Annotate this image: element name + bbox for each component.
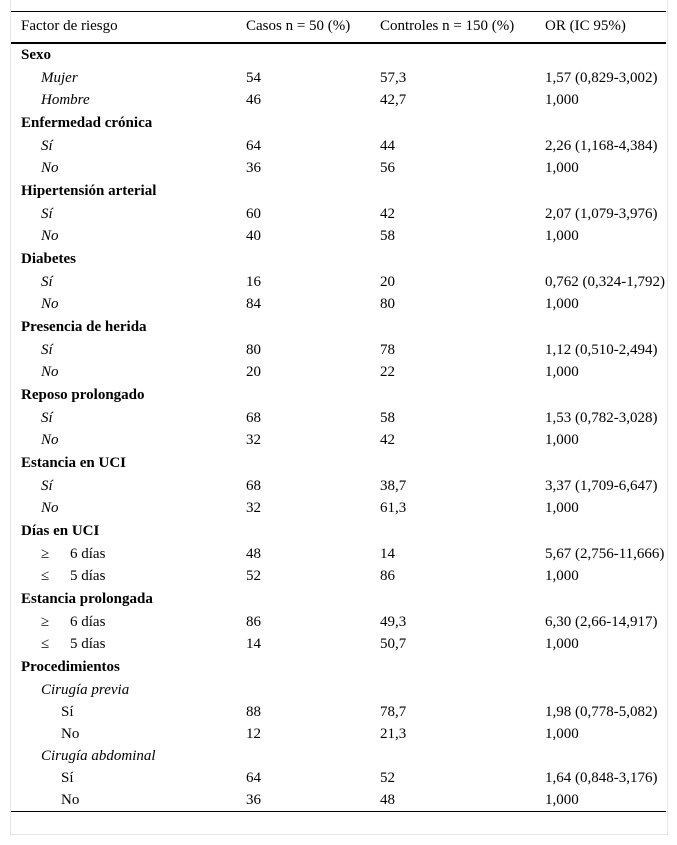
comparison-symbol: ≥ xyxy=(41,546,50,562)
controles-cell: 57,3 xyxy=(380,70,407,86)
row-label: Sí xyxy=(41,274,53,290)
group-row xyxy=(11,316,666,340)
casos-cell: 88 xyxy=(246,704,261,720)
controles-cell xyxy=(380,248,545,272)
controles-cell: 38,7 xyxy=(380,478,407,494)
group-label: Procedimientos xyxy=(21,659,120,675)
table-row xyxy=(11,136,666,158)
casos-cell xyxy=(246,112,380,136)
group-row xyxy=(11,112,666,136)
or-cell: 1,12 (0,510-2,494) xyxy=(545,342,658,358)
row-label: Sí xyxy=(41,206,53,222)
row-label: Cirugía abdominal xyxy=(41,748,156,764)
row-label: No xyxy=(11,790,246,812)
risk-factor-table xyxy=(11,11,666,812)
or-cell: 5,67 (2,756-11,666) xyxy=(545,546,665,562)
row-label: No xyxy=(41,296,59,312)
row-label: No xyxy=(41,432,59,448)
casos-cell: 68 xyxy=(246,478,261,494)
casos-cell xyxy=(246,588,380,612)
group-label: Reposo prolongado xyxy=(21,387,145,403)
or-cell: 1,000 xyxy=(545,160,579,176)
table-row xyxy=(11,612,666,634)
casos-cell xyxy=(246,180,380,204)
header-controles: Controles n = 150 (%) xyxy=(380,12,545,43)
casos-cell: 36 xyxy=(246,160,261,176)
controles-cell xyxy=(380,520,545,544)
casos-cell: 64 xyxy=(246,770,261,786)
table-row xyxy=(11,498,666,520)
group-row xyxy=(11,248,666,272)
casos-cell: 52 xyxy=(246,568,261,584)
or-cell: 1,000 xyxy=(545,92,579,108)
table-row xyxy=(11,204,666,226)
or-cell xyxy=(545,680,666,702)
or-cell: 1,000 xyxy=(545,568,579,584)
group-label: Enfermedad crónica xyxy=(21,115,153,131)
or-cell: 0,762 (0,324-1,792) xyxy=(545,274,665,290)
casos-cell: 12 xyxy=(246,726,261,742)
casos-cell xyxy=(246,384,380,408)
table-row xyxy=(11,634,666,656)
header-factor: Factor de riesgo xyxy=(11,12,246,43)
table-row xyxy=(11,226,666,248)
group-label: Diabetes xyxy=(21,251,76,267)
controles-cell: 14 xyxy=(380,546,395,562)
controles-cell: 20 xyxy=(380,274,395,290)
row-label: No xyxy=(41,228,59,244)
or-cell: 1,57 (0,829-3,002) xyxy=(545,70,658,86)
row-label: Cirugía previa xyxy=(41,682,130,698)
table-row xyxy=(11,544,666,566)
controles-cell: 48 xyxy=(380,790,545,812)
row-label: Sí xyxy=(41,342,53,358)
or-cell: 1,000 xyxy=(545,364,579,380)
row-label xyxy=(11,544,246,566)
row-label: Sí xyxy=(41,410,53,426)
controles-cell xyxy=(380,43,545,68)
row-label: No xyxy=(61,726,80,742)
comparison-symbol: ≤ xyxy=(41,568,50,584)
table-row xyxy=(11,294,666,316)
casos-cell: 20 xyxy=(246,364,261,380)
controles-cell xyxy=(380,746,545,768)
header-or: OR (IC 95%) xyxy=(545,12,666,43)
row-label xyxy=(11,566,246,588)
group-row xyxy=(11,656,666,680)
table-row xyxy=(11,408,666,430)
header-row xyxy=(11,12,666,43)
controles-cell: 49,3 xyxy=(380,614,407,630)
row-label xyxy=(11,634,246,656)
table-body xyxy=(11,43,666,812)
controles-cell: 42 xyxy=(380,206,395,222)
group-label: Hipertensión arterial xyxy=(21,183,157,199)
casos-cell: 60 xyxy=(246,206,261,222)
group-row xyxy=(11,180,666,204)
or-cell: 1,98 (0,778-5,082) xyxy=(545,704,658,720)
or-cell: 1,000 xyxy=(545,500,579,516)
table-row xyxy=(11,768,666,790)
casos-cell: 40 xyxy=(246,228,261,244)
or-cell xyxy=(545,746,666,768)
row-label: Sí xyxy=(61,704,74,720)
table-row xyxy=(11,476,666,498)
controles-cell xyxy=(380,656,545,680)
row-label-text: 5 días xyxy=(70,568,106,584)
or-cell: 1,53 (0,782-3,028) xyxy=(545,410,658,426)
controles-cell: 52 xyxy=(380,770,395,786)
controles-cell: 80 xyxy=(380,296,395,312)
or-cell xyxy=(545,656,666,680)
controles-cell: 78 xyxy=(380,342,395,358)
controles-cell: 50,7 xyxy=(380,636,407,652)
controles-cell xyxy=(380,316,545,340)
table-row xyxy=(11,340,666,362)
casos-cell: 32 xyxy=(246,500,261,516)
table-row xyxy=(11,272,666,294)
or-cell: 2,07 (1,079-3,976) xyxy=(545,206,658,222)
or-cell: 1,000 xyxy=(545,726,579,742)
or-cell xyxy=(545,248,666,272)
controles-cell: 44 xyxy=(380,138,395,154)
or-cell xyxy=(545,384,666,408)
or-cell: 1,000 xyxy=(545,636,579,652)
table-row xyxy=(11,566,666,588)
table-row xyxy=(11,790,666,812)
table-row xyxy=(11,362,666,384)
casos-cell: 68 xyxy=(246,410,261,426)
or-cell xyxy=(545,588,666,612)
row-label: No xyxy=(41,500,59,516)
casos-cell: 14 xyxy=(246,636,261,652)
casos-cell xyxy=(246,248,380,272)
group-row xyxy=(11,588,666,612)
controles-cell: 22 xyxy=(380,364,395,380)
row-label: Sí xyxy=(41,478,53,494)
controles-cell: 58 xyxy=(380,410,395,426)
group-row xyxy=(11,43,666,68)
casos-cell xyxy=(246,520,380,544)
or-cell: 3,37 (1,709-6,647) xyxy=(545,478,658,494)
or-cell xyxy=(545,180,666,204)
or-cell xyxy=(545,112,666,136)
controles-cell: 42 xyxy=(380,432,395,448)
row-label: Sí xyxy=(61,770,74,786)
casos-cell xyxy=(246,452,380,476)
group-label: Presencia de herida xyxy=(21,319,147,335)
or-cell xyxy=(545,43,666,68)
casos-cell: 86 xyxy=(246,614,261,630)
or-cell xyxy=(545,316,666,340)
row-label-text: 6 días xyxy=(70,546,106,562)
group-row xyxy=(11,452,666,476)
row-label: No xyxy=(41,160,59,176)
row-label xyxy=(11,612,246,634)
group-row xyxy=(11,384,666,408)
casos-cell: 84 xyxy=(246,296,261,312)
controles-cell: 61,3 xyxy=(380,500,407,516)
casos-cell: 32 xyxy=(246,432,261,448)
casos-cell xyxy=(246,316,380,340)
header-casos: Casos n = 50 (%) xyxy=(246,12,380,43)
group-label: Estancia en UCI xyxy=(21,455,127,471)
row-label: No xyxy=(41,364,59,380)
group-label: Sexo xyxy=(21,47,51,63)
comparison-symbol: ≥ xyxy=(41,614,50,630)
controles-cell xyxy=(380,112,545,136)
table-row xyxy=(11,158,666,180)
table-row xyxy=(11,702,666,724)
or-cell: 1,64 (0,848-3,176) xyxy=(545,770,658,786)
casos-cell xyxy=(246,43,380,68)
controles-cell xyxy=(380,588,545,612)
or-cell: 1,000 xyxy=(545,790,666,812)
controles-cell: 42,7 xyxy=(380,92,407,108)
or-cell xyxy=(545,520,666,544)
or-cell: 1,000 xyxy=(545,296,579,312)
table-row xyxy=(11,724,666,746)
or-cell: 1,000 xyxy=(545,432,579,448)
controles-cell: 58 xyxy=(380,228,395,244)
group-row xyxy=(11,520,666,544)
controles-cell xyxy=(380,180,545,204)
row-label-text: 5 días xyxy=(70,636,106,652)
or-cell: 2,26 (1,168-4,384) xyxy=(545,138,658,154)
or-cell: 6,30 (2,66-14,917) xyxy=(545,614,658,630)
group-label: Estancia prolongada xyxy=(21,591,153,607)
casos-cell xyxy=(246,680,380,702)
table-row xyxy=(11,68,666,90)
casos-cell: 46 xyxy=(246,92,261,108)
row-label: Mujer xyxy=(41,70,78,86)
casos-cell: 48 xyxy=(246,546,261,562)
controles-cell xyxy=(380,452,545,476)
table-row xyxy=(11,680,666,702)
casos-cell: 36 xyxy=(246,790,380,812)
table-row xyxy=(11,90,666,112)
or-cell xyxy=(545,452,666,476)
row-label: Sí xyxy=(41,138,53,154)
casos-cell: 16 xyxy=(246,274,261,290)
controles-cell: 78,7 xyxy=(380,704,407,720)
casos-cell: 54 xyxy=(246,70,261,86)
casos-cell xyxy=(246,746,380,768)
controles-cell xyxy=(380,384,545,408)
casos-cell xyxy=(246,656,380,680)
controles-cell: 56 xyxy=(380,160,395,176)
casos-cell: 64 xyxy=(246,138,261,154)
controles-cell: 21,3 xyxy=(380,726,407,742)
table-header xyxy=(11,12,666,43)
casos-cell: 80 xyxy=(246,342,261,358)
table-row xyxy=(11,430,666,452)
comparison-symbol: ≤ xyxy=(41,636,50,652)
or-cell: 1,000 xyxy=(545,228,579,244)
controles-cell: 86 xyxy=(380,568,395,584)
table-row xyxy=(11,746,666,768)
controles-cell xyxy=(380,680,545,702)
row-label: Hombre xyxy=(41,92,90,108)
row-label-text: 6 días xyxy=(70,614,106,630)
group-label: Días en UCI xyxy=(21,523,100,539)
